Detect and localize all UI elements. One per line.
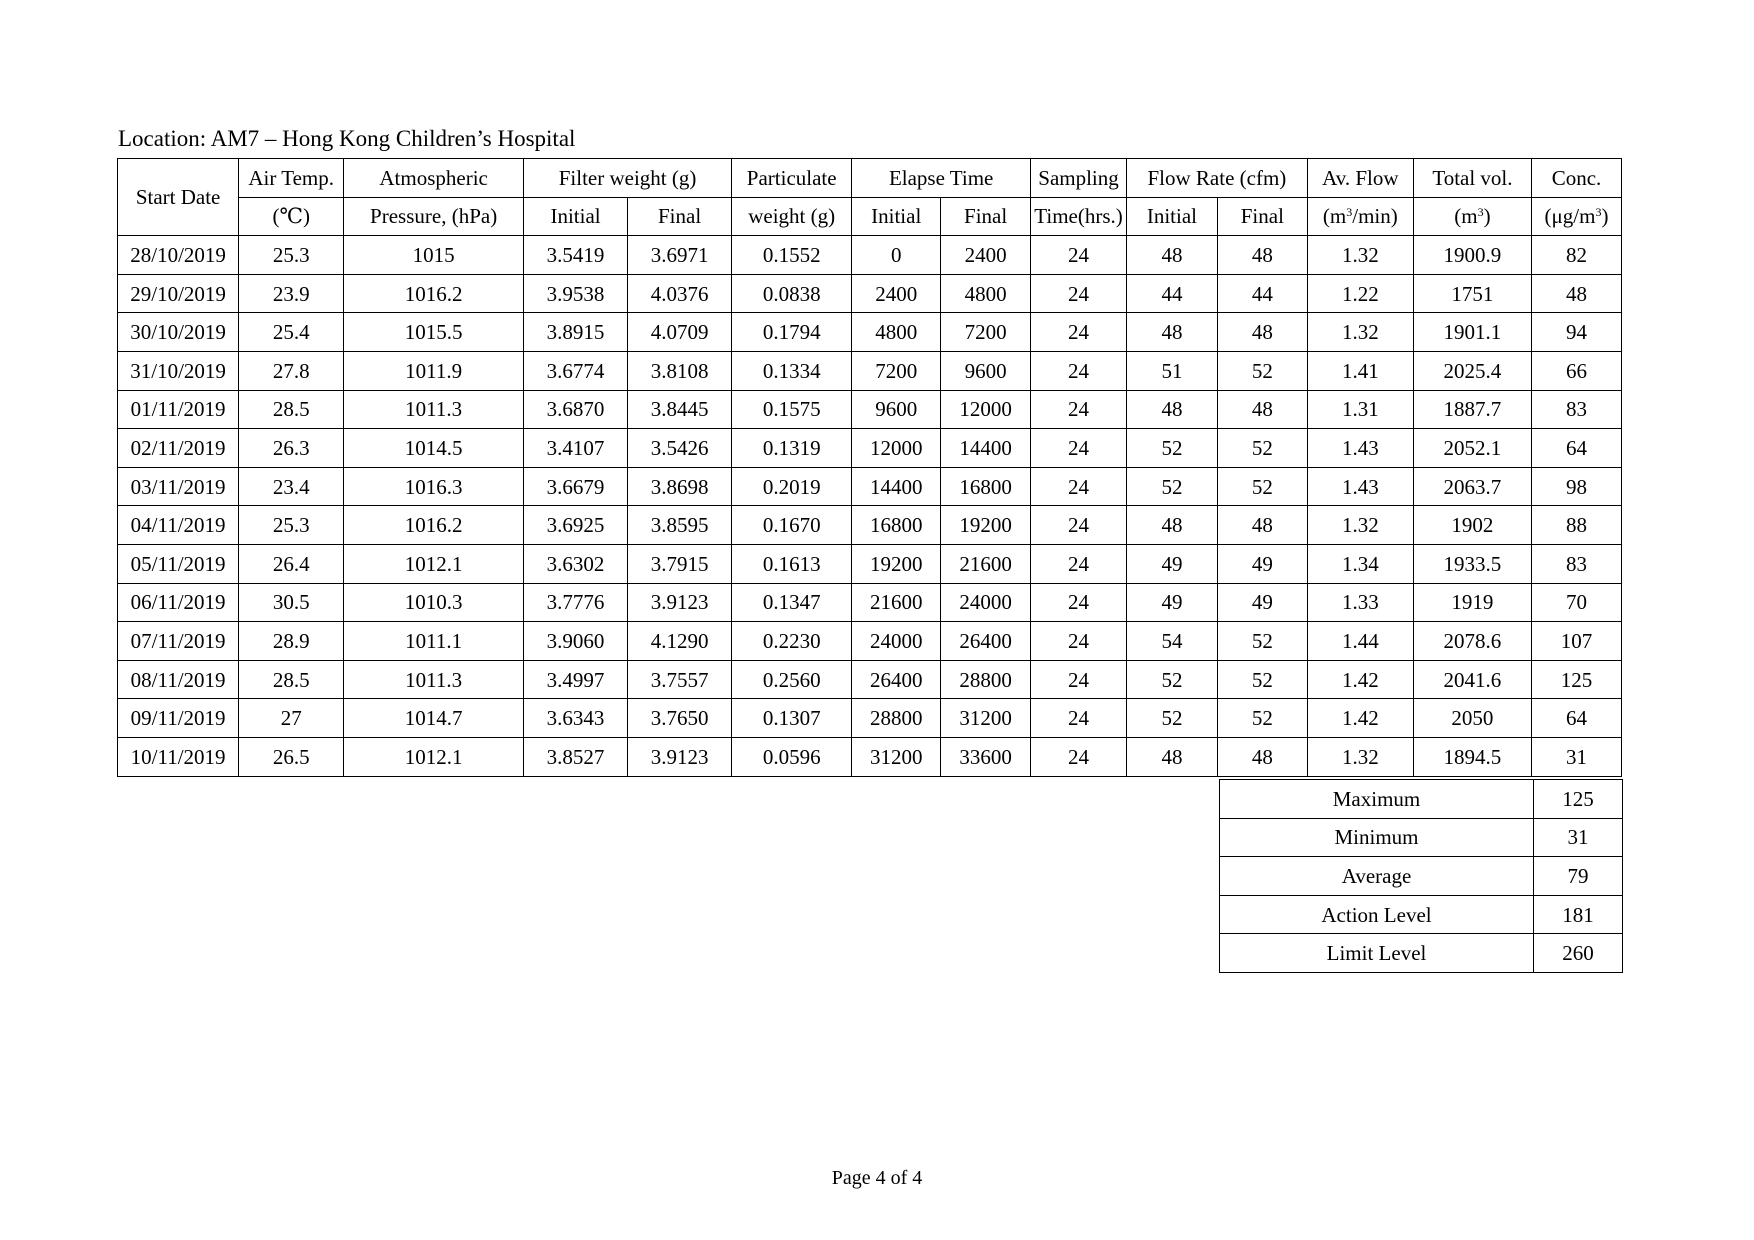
- cell-sampling-time: 24: [1031, 313, 1127, 352]
- cell-start-date: 02/11/2019: [118, 429, 239, 468]
- summary-row: [1220, 895, 1623, 934]
- monitoring-data-table: [117, 158, 1622, 777]
- cell-flow-final: 52: [1217, 622, 1307, 661]
- cell-pressure: 1016.3: [344, 467, 524, 506]
- cell-conc: 82: [1532, 236, 1622, 275]
- cell-filter-final: 3.8595: [628, 506, 732, 545]
- cell-elapse-initial: 28800: [852, 699, 941, 738]
- cell-conc: 64: [1532, 429, 1622, 468]
- cell-filter-initial: 3.9538: [524, 274, 628, 313]
- cell-particulate-weight: 0.1575: [732, 390, 852, 429]
- cell-flow-final: 48: [1217, 390, 1307, 429]
- header-elapse-initial: Initial: [852, 197, 941, 236]
- cell-flow-final: 52: [1217, 699, 1307, 738]
- cell-filter-final: 3.7557: [628, 660, 732, 699]
- summary-value: 31: [1534, 818, 1623, 857]
- cell-flow-initial: 49: [1127, 583, 1218, 622]
- conc-unit-suffix: ): [1601, 204, 1609, 229]
- cell-air-temp: 23.4: [239, 467, 344, 506]
- cell-air-temp: 28.5: [239, 660, 344, 699]
- cell-pressure: 1010.3: [344, 583, 524, 622]
- cell-conc: 88: [1532, 506, 1622, 545]
- summary-label: Average: [1220, 857, 1534, 896]
- cell-conc: 70: [1532, 583, 1622, 622]
- cell-flow-final: 49: [1217, 544, 1307, 583]
- cell-filter-initial: 3.6343: [524, 699, 628, 738]
- cell-start-date: 03/11/2019: [118, 467, 239, 506]
- cell-av-flow: 1.42: [1307, 660, 1413, 699]
- cell-air-temp: 25.3: [239, 506, 344, 545]
- cell-air-temp: 26.5: [239, 737, 344, 776]
- summary-row: [1220, 818, 1623, 857]
- cell-conc: 48: [1532, 274, 1622, 313]
- cell-filter-final: 3.7915: [628, 544, 732, 583]
- cell-conc: 98: [1532, 467, 1622, 506]
- av-flow-unit-prefix: (m: [1322, 204, 1347, 229]
- cell-particulate-weight: 0.1319: [732, 429, 852, 468]
- cell-elapse-initial: 2400: [852, 274, 941, 313]
- header-air-temp-unit: (℃): [239, 197, 344, 236]
- cell-conc: 83: [1532, 390, 1622, 429]
- cell-elapse-initial: 26400: [852, 660, 941, 699]
- cell-elapse-final: 33600: [941, 737, 1031, 776]
- cell-conc: 107: [1532, 622, 1622, 661]
- cell-conc: 125: [1532, 660, 1622, 699]
- cell-elapse-final: 31200: [941, 699, 1031, 738]
- cell-filter-initial: 3.6302: [524, 544, 628, 583]
- cell-start-date: 10/11/2019: [118, 737, 239, 776]
- cell-start-date: 08/11/2019: [118, 660, 239, 699]
- cell-elapse-initial: 21600: [852, 583, 941, 622]
- cell-particulate-weight: 0.1552: [732, 236, 852, 275]
- cell-filter-initial: 3.8915: [524, 313, 628, 352]
- cell-flow-initial: 52: [1127, 660, 1218, 699]
- cell-air-temp: 25.3: [239, 236, 344, 275]
- cell-flow-final: 44: [1217, 274, 1307, 313]
- summary-row: [1220, 857, 1623, 896]
- header-air-temp: Air Temp.: [239, 159, 344, 198]
- cell-sampling-time: 24: [1031, 467, 1127, 506]
- summary-value: 260: [1534, 934, 1623, 973]
- header-start-date: Start Date: [118, 159, 239, 236]
- cell-av-flow: 1.22: [1307, 274, 1413, 313]
- cell-av-flow: 1.42: [1307, 699, 1413, 738]
- cell-filter-final: 4.0376: [628, 274, 732, 313]
- table-body: [118, 236, 1622, 776]
- cell-elapse-initial: 12000: [852, 429, 941, 468]
- cell-air-temp: 26.4: [239, 544, 344, 583]
- cell-total-vol: 1900.9: [1413, 236, 1531, 275]
- cell-sampling-time: 24: [1031, 737, 1127, 776]
- cell-elapse-final: 4800: [941, 274, 1031, 313]
- table-row: [118, 660, 1622, 699]
- header-filter-final: Final: [628, 197, 732, 236]
- cell-start-date: 04/11/2019: [118, 506, 239, 545]
- cell-elapse-final: 21600: [941, 544, 1031, 583]
- summary-row: [1220, 780, 1623, 819]
- cell-pressure: 1011.9: [344, 351, 524, 390]
- cell-air-temp: 27.8: [239, 351, 344, 390]
- header-flow-final: Final: [1217, 197, 1307, 236]
- table-row: [118, 390, 1622, 429]
- cell-flow-initial: 52: [1127, 699, 1218, 738]
- cell-elapse-final: 26400: [941, 622, 1031, 661]
- cell-elapse-final: 19200: [941, 506, 1031, 545]
- cell-elapse-final: 9600: [941, 351, 1031, 390]
- cell-pressure: 1011.3: [344, 660, 524, 699]
- cell-sampling-time: 24: [1031, 506, 1127, 545]
- cell-flow-final: 52: [1217, 351, 1307, 390]
- header-atmospheric: Atmospheric: [344, 159, 524, 198]
- header-total-vol-unit: [1413, 197, 1531, 236]
- cell-av-flow: 1.32: [1307, 506, 1413, 545]
- cell-sampling-time: 24: [1031, 660, 1127, 699]
- conc-unit-prefix: (μg/m: [1544, 204, 1596, 229]
- location-title: Location: AM7 – Hong Kong Children’s Hospital: [118, 126, 576, 151]
- table-row: [118, 737, 1622, 776]
- table-row: [118, 699, 1622, 738]
- cell-total-vol: 2041.6: [1413, 660, 1531, 699]
- table-row: [118, 351, 1622, 390]
- cell-total-vol: 1902: [1413, 506, 1531, 545]
- cell-particulate-weight: 0.2230: [732, 622, 852, 661]
- cell-total-vol: 1894.5: [1413, 737, 1531, 776]
- cell-filter-initial: 3.5419: [524, 236, 628, 275]
- cell-elapse-final: 12000: [941, 390, 1031, 429]
- cell-av-flow: 1.41: [1307, 351, 1413, 390]
- cell-av-flow: 1.44: [1307, 622, 1413, 661]
- cell-start-date: 07/11/2019: [118, 622, 239, 661]
- cell-av-flow: 1.43: [1307, 429, 1413, 468]
- table-row: [118, 313, 1622, 352]
- cell-flow-initial: 51: [1127, 351, 1218, 390]
- cell-filter-final: 4.0709: [628, 313, 732, 352]
- cell-elapse-initial: 24000: [852, 622, 941, 661]
- cell-pressure: 1014.5: [344, 429, 524, 468]
- cell-flow-final: 48: [1217, 236, 1307, 275]
- cell-flow-initial: 44: [1127, 274, 1218, 313]
- cell-elapse-initial: 7200: [852, 351, 941, 390]
- cell-elapse-final: 16800: [941, 467, 1031, 506]
- cell-sampling-time: 24: [1031, 699, 1127, 738]
- cell-total-vol: 2063.7: [1413, 467, 1531, 506]
- cell-particulate-weight: 0.0838: [732, 274, 852, 313]
- cell-flow-final: 52: [1217, 660, 1307, 699]
- header-row-1: [118, 159, 1622, 198]
- summary-row: [1220, 934, 1623, 973]
- cell-filter-initial: 3.8527: [524, 737, 628, 776]
- cell-sampling-time: 24: [1031, 544, 1127, 583]
- cell-conc: 66: [1532, 351, 1622, 390]
- cell-total-vol: 2078.6: [1413, 622, 1531, 661]
- cell-sampling-time: 24: [1031, 351, 1127, 390]
- summary-label: Maximum: [1220, 780, 1534, 819]
- cell-air-temp: 27: [239, 699, 344, 738]
- cell-pressure: 1012.1: [344, 737, 524, 776]
- cell-start-date: 09/11/2019: [118, 699, 239, 738]
- cell-flow-final: 48: [1217, 506, 1307, 545]
- total-vol-unit-prefix: (m: [1454, 204, 1478, 229]
- summary-label: Action Level: [1220, 895, 1534, 934]
- cell-filter-initial: 3.7776: [524, 583, 628, 622]
- cell-particulate-weight: 0.2560: [732, 660, 852, 699]
- summary-value: 79: [1534, 857, 1623, 896]
- cell-elapse-initial: 31200: [852, 737, 941, 776]
- header-elapse-final: Final: [941, 197, 1031, 236]
- summary-label: Minimum: [1220, 818, 1534, 857]
- header-av-flow-unit: [1307, 197, 1413, 236]
- table-row: [118, 236, 1622, 275]
- cell-filter-final: 4.1290: [628, 622, 732, 661]
- cell-elapse-final: 7200: [941, 313, 1031, 352]
- cell-particulate-weight: 0.2019: [732, 467, 852, 506]
- cell-start-date: 29/10/2019: [118, 274, 239, 313]
- cell-filter-initial: 3.6774: [524, 351, 628, 390]
- cell-filter-final: 3.8698: [628, 467, 732, 506]
- cell-start-date: 30/10/2019: [118, 313, 239, 352]
- table-row: [118, 622, 1622, 661]
- header-conc: Conc.: [1532, 159, 1622, 198]
- cell-particulate-weight: 0.1307: [732, 699, 852, 738]
- cell-filter-final: 3.8445: [628, 390, 732, 429]
- cell-elapse-final: 2400: [941, 236, 1031, 275]
- table-row: [118, 467, 1622, 506]
- cell-total-vol: 2025.4: [1413, 351, 1531, 390]
- table-row: [118, 274, 1622, 313]
- header-flow-rate: Flow Rate (cfm): [1127, 159, 1308, 198]
- header-sampling: Sampling: [1031, 159, 1127, 198]
- cell-elapse-initial: 4800: [852, 313, 941, 352]
- cell-sampling-time: 24: [1031, 622, 1127, 661]
- cell-total-vol: 1933.5: [1413, 544, 1531, 583]
- cell-total-vol: 1919: [1413, 583, 1531, 622]
- total-vol-unit-superscript: 3: [1477, 205, 1484, 220]
- header-sampling-unit: Time(hrs.): [1031, 197, 1127, 236]
- cell-av-flow: 1.34: [1307, 544, 1413, 583]
- cell-av-flow: 1.32: [1307, 313, 1413, 352]
- cell-elapse-initial: 0: [852, 236, 941, 275]
- cell-particulate-weight: 0.1347: [732, 583, 852, 622]
- table-row: [118, 544, 1622, 583]
- cell-flow-initial: 52: [1127, 467, 1218, 506]
- cell-pressure: 1011.3: [344, 390, 524, 429]
- table-row: [118, 429, 1622, 468]
- summary-value: 125: [1534, 780, 1623, 819]
- cell-flow-final: 52: [1217, 467, 1307, 506]
- summary-value: 181: [1534, 895, 1623, 934]
- cell-filter-initial: 3.4997: [524, 660, 628, 699]
- cell-pressure: 1011.1: [344, 622, 524, 661]
- cell-sampling-time: 24: [1031, 583, 1127, 622]
- cell-total-vol: 1751: [1413, 274, 1531, 313]
- cell-elapse-initial: 9600: [852, 390, 941, 429]
- table-row: [118, 583, 1622, 622]
- cell-particulate-weight: 0.1794: [732, 313, 852, 352]
- header-particulate: Particulate: [732, 159, 852, 198]
- cell-sampling-time: 24: [1031, 274, 1127, 313]
- cell-start-date: 01/11/2019: [118, 390, 239, 429]
- cell-particulate-weight: 0.1334: [732, 351, 852, 390]
- cell-av-flow: 1.33: [1307, 583, 1413, 622]
- cell-filter-initial: 3.6925: [524, 506, 628, 545]
- cell-flow-initial: 54: [1127, 622, 1218, 661]
- page-number: Page 4 of 4: [831, 1167, 923, 1189]
- header-filter-weight: Filter weight (g): [524, 159, 732, 198]
- cell-elapse-final: 24000: [941, 583, 1031, 622]
- cell-elapse-final: 14400: [941, 429, 1031, 468]
- cell-av-flow: 1.31: [1307, 390, 1413, 429]
- cell-flow-initial: 49: [1127, 544, 1218, 583]
- cell-start-date: 05/11/2019: [118, 544, 239, 583]
- header-row-2: [118, 197, 1622, 236]
- cell-total-vol: 2050: [1413, 699, 1531, 738]
- cell-filter-final: 3.9123: [628, 583, 732, 622]
- cell-air-temp: 28.5: [239, 390, 344, 429]
- cell-flow-final: 49: [1217, 583, 1307, 622]
- cell-total-vol: 1901.1: [1413, 313, 1531, 352]
- cell-filter-final: 3.9123: [628, 737, 732, 776]
- cell-filter-final: 3.7650: [628, 699, 732, 738]
- cell-flow-initial: 48: [1127, 236, 1218, 275]
- cell-filter-final: 3.5426: [628, 429, 732, 468]
- av-flow-unit-suffix: /min): [1352, 204, 1398, 229]
- cell-pressure: 1012.1: [344, 544, 524, 583]
- cell-av-flow: 1.32: [1307, 737, 1413, 776]
- summary-body: [1220, 780, 1623, 973]
- cell-sampling-time: 24: [1031, 236, 1127, 275]
- cell-pressure: 1014.7: [344, 699, 524, 738]
- cell-conc: 31: [1532, 737, 1622, 776]
- header-particulate-unit: weight (g): [732, 197, 852, 236]
- summary-table: [1219, 779, 1623, 973]
- cell-elapse-initial: 19200: [852, 544, 941, 583]
- cell-sampling-time: 24: [1031, 429, 1127, 468]
- summary-label: Limit Level: [1220, 934, 1534, 973]
- cell-start-date: 06/11/2019: [118, 583, 239, 622]
- cell-pressure: 1015: [344, 236, 524, 275]
- total-vol-unit-suffix: ): [1483, 204, 1491, 229]
- cell-flow-final: 48: [1217, 313, 1307, 352]
- cell-flow-initial: 48: [1127, 313, 1218, 352]
- cell-filter-initial: 3.9060: [524, 622, 628, 661]
- av-flow-unit-superscript: 3: [1346, 205, 1353, 220]
- table-header: [118, 159, 1622, 236]
- cell-pressure: 1015.5: [344, 313, 524, 352]
- cell-flow-final: 48: [1217, 737, 1307, 776]
- cell-air-temp: 25.4: [239, 313, 344, 352]
- cell-particulate-weight: 0.0596: [732, 737, 852, 776]
- cell-filter-final: 3.6971: [628, 236, 732, 275]
- cell-air-temp: 30.5: [239, 583, 344, 622]
- cell-elapse-final: 28800: [941, 660, 1031, 699]
- header-pressure-unit: Pressure, (hPa): [344, 197, 524, 236]
- cell-particulate-weight: 0.1613: [732, 544, 852, 583]
- cell-filter-initial: 3.4107: [524, 429, 628, 468]
- cell-flow-initial: 48: [1127, 737, 1218, 776]
- header-elapse-time: Elapse Time: [852, 159, 1031, 198]
- cell-conc: 64: [1532, 699, 1622, 738]
- cell-av-flow: 1.32: [1307, 236, 1413, 275]
- cell-total-vol: 2052.1: [1413, 429, 1531, 468]
- cell-conc: 83: [1532, 544, 1622, 583]
- cell-sampling-time: 24: [1031, 390, 1127, 429]
- header-total-vol: Total vol.: [1413, 159, 1531, 198]
- cell-start-date: 28/10/2019: [118, 236, 239, 275]
- cell-air-temp: 23.9: [239, 274, 344, 313]
- cell-filter-final: 3.8108: [628, 351, 732, 390]
- cell-filter-initial: 3.6679: [524, 467, 628, 506]
- header-conc-unit: [1532, 197, 1622, 236]
- cell-flow-initial: 52: [1127, 429, 1218, 468]
- cell-pressure: 1016.2: [344, 274, 524, 313]
- header-flow-initial: Initial: [1127, 197, 1218, 236]
- cell-particulate-weight: 0.1670: [732, 506, 852, 545]
- header-av-flow: Av. Flow: [1307, 159, 1413, 198]
- cell-air-temp: 28.9: [239, 622, 344, 661]
- cell-start-date: 31/10/2019: [118, 351, 239, 390]
- table-row: [118, 506, 1622, 545]
- cell-elapse-initial: 14400: [852, 467, 941, 506]
- cell-av-flow: 1.43: [1307, 467, 1413, 506]
- cell-pressure: 1016.2: [344, 506, 524, 545]
- cell-filter-initial: 3.6870: [524, 390, 628, 429]
- header-filter-initial: Initial: [524, 197, 628, 236]
- cell-flow-final: 52: [1217, 429, 1307, 468]
- cell-flow-initial: 48: [1127, 506, 1218, 545]
- conc-unit-superscript: 3: [1595, 205, 1602, 220]
- cell-conc: 94: [1532, 313, 1622, 352]
- cell-air-temp: 26.3: [239, 429, 344, 468]
- cell-elapse-initial: 16800: [852, 506, 941, 545]
- cell-total-vol: 1887.7: [1413, 390, 1531, 429]
- cell-flow-initial: 48: [1127, 390, 1218, 429]
